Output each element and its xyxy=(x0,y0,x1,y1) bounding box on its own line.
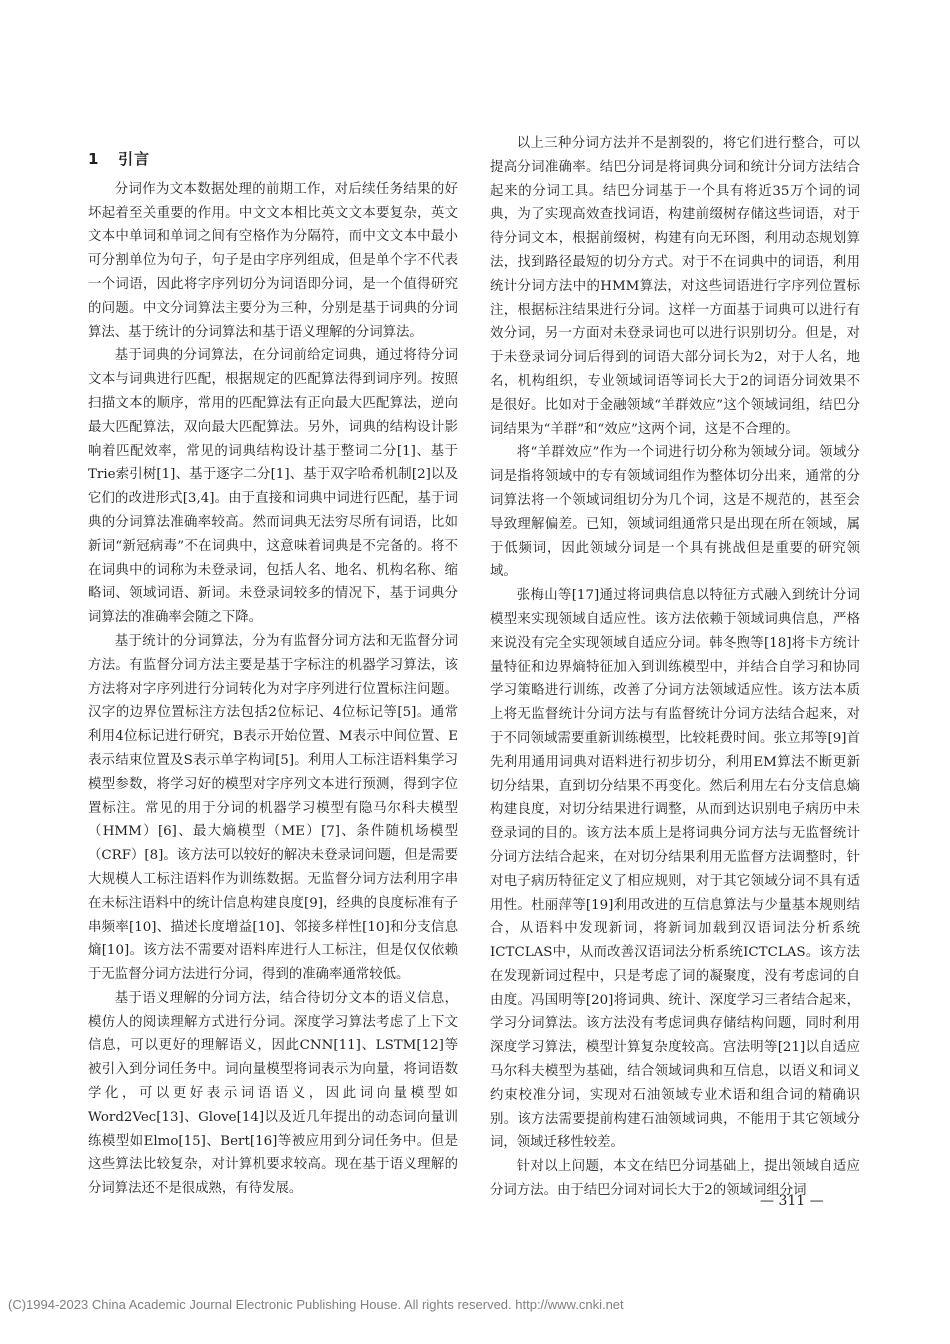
paragraph: 针对以上问题，本文在结巴分词基础上，提出领域自适应分词方法。由于结巴分词对词长大于2的领域词组分词 xyxy=(490,1159,860,1199)
paragraph: 将“羊群效应”作为一个词进行切分称为领域分词。领域分词是指将领域中的专有领域词组作为整体切分出来，通常的分词算法将一个领域词组切分为几个词，这是不规范的，甚至会导致理解偏差。已知，领域词组通常只是出现在所在领域，属于低频词，因此领域分词是一个具有挑战但是重要的研究领域。 xyxy=(490,445,860,580)
section-heading xyxy=(88,148,458,172)
paragraph: 基于词典的分词算法，在分词前给定词典，通过将待分词文本与词典进行匹配，根据规定的匹配算法得到词序列。按照扫描文本的顺序，常用的匹配算法有正向最大匹配算法，逆向最大匹配算法，双向最大匹配算法。另外，词典的结构设计影响着匹配效率，常见的词典结构设计基于整词二分[1]、基于Trie索引树[1]、基于逐字二分[1]、基于双字哈希机制[2]以及它们的改进形式[3,4]。由于直接和词典中词进行匹配，基于词典的分词算法准确率较高。然而词典无法穷尽所有词语，比如新词“新冠病毒”不在词典中，这意味着词典是不完备的。将不在词典中的词称为未登录词，包括人名、地名、机构名称、缩略词、领域词语、新词。未登录词较多的情况下，基于词典分词算法的准确率会随之下降。 xyxy=(88,348,458,626)
paragraph: 分词作为文本数据处理的前期工作，对后续任务结果的好坏起着至关重要的作用。中文文本相比英文文本要复杂，英文文本中单词和单词之间有空格作为分隔符，而中文文本中最小可分割单位为句子，句子是由字序列组成，但是单个字不代表一个词语，因此将字序列切分为词语即分词，是一个值得研究的问题。中文分词算法主要分为三种，分别是基于词典的分词算法、基于统计的分词算法和基于语义理解的分词算法。 xyxy=(88,181,458,340)
paragraph: 基于统计的分词算法，分为有监督分词方法和无监督分词方法。有监督分词方法主要是基于字标注的机器学习算法，该方法将对字序列进行分词转化为对字序列进行位置标注问题。汉字的边界位置标注方法包括2位标记、4位标记等[5]。通常利用4位标记进行研究，B表示开始位置、M表示中间位置、E表示结束位置及S表示单字构词[5]。利用人工标注语料集学习模型参数，将学习好的模型对字序列文本进行预测，得到字位置标注。常见的用于分词的机器学习模型有隐马尔科夫模型（HMM）[6]、最大熵模型（ME）[7]、条件随机场模型（CRF）[8]。该方法可以较好的解决未登录词问题，但是需要大规模人工标注语料作为训练数据。无监督分词方法利用字串在未标注语料中的统计信息构建良度[9]，经典的良度标准有子串频率[10]、描述长度增益[10]、邻接多样性[10]和分支信息熵[10]。该方法不需要对语料库进行人工标注，但是仅仅依赖于无监督分词方法进行分词，得到的准确率通常较低。 xyxy=(88,633,458,983)
copyright-footer: (C)1994-2023 China Academic Journal Electronic Publishing House. All rights reserved. http://www.cnki.net xyxy=(8,1297,624,1312)
paragraph: 以上三种分词方法并不是割裂的，将它们进行整合，可以提高分词准确率。结巴分词是将词典分词和统计分词方法结合起来的分词工具。结巴分词基于一个具有将近35万个词的词典，为了实现高效查找词语，构建前缀树存储这些词语，对于待分词文本，根据前缀树，构建有向无环图，利用动态规划算法，找到路径最短的切分方式。对于不在词典中的词语，利用统计分词方法中的HMM算法，对这些词语进行字序列位置标注，根据标注结果进行分词。这样一方面基于词典可以进行有效分词，另一方面对未登录词也可以进行识别切分。但是，对于未登录词分词后得到的词语大部分词长为2，对于人名，地名，机构组织，专业领域词语等词长大于2的词语分词效果不是很好。比如对于金融领域“羊群效应”这个领域词组，结巴分词结果为“羊群”和“效应”这两个词，这是不合理的。 xyxy=(490,136,860,437)
section-title: 引言 xyxy=(118,150,151,168)
section-number: 1 xyxy=(88,150,100,168)
page-number: — 311 — xyxy=(760,1193,824,1209)
paragraph: 基于语义理解的分词方法，结合待切分文本的语义信息，模仿人的阅读理解方式进行分词。深度学习算法考虑了上下文信息，可以更好的理解语义，因此CNN[11]、LSTM[12]等被引入到分词任务中。词向量模型将词表示为向量，将词语数学化，可以更好表示词语语义，因此词向量模型如Word2Vec[13]、Glove[14]以及近几年提出的动态词向量训练模型如Elmo[15]、Bert[16]等被应用到分词任务中。但是这些算法比较复杂，对计算机要求较高。现在基于语义理解的分词算法还不是很成熟，有待发展。 xyxy=(88,990,458,1197)
paragraph: 张梅山等[17]通过将词典信息以特征方式融入到统计分词模型来实现领域自适应性。该方法依赖于领域词典信息，严格来说没有完全实现领域自适应分词。韩冬煦等[18]将卡方统计量特征和边界熵特征加入到训练模型中，并结合自学习和协同学习策略进行训练，改善了分词方法领域适应性。该方法本质上将无监督统计分词方法与有监督统计分词方法结合起来，对于不同领域需要重新训练模型，比较耗费时间。张立邦等[9]首先利用通用词典对语料进行初步切分，利用EM算法不断更新切分结果，直到切分结果不再变化。然后利用左右分支信息熵构建良度，对切分结果进行调整，从而到达识别电子病历中未登录词的目的。该方法本质上是将词典分词方法与无监督统计分词方法结合起来，在对切分结果利用无监督方法调整时，针对电子病历特征定义了相应规则，对于其它领域分词不具有适用性。杜丽萍等[19]利用改进的互信息算法与少量基本规则结合，从语料中发现新词，将新词加载到汉语词法分析系统ICTCLAS中，从而改善汉语词法分析系统ICTCLAS。该方法在发现新词过程中，只是考虑了词的凝聚度，没有考虑词的自由度。冯国明等[20]将词典、统计、深度学习三者结合起来，学习分词算法。该方法没有考虑词典存储结构问题，同时利用深度学习算法，模型计算复杂度较高。宫法明等[21]以自适应马尔科夫模型为基础，结合领域词典和互信息，以语义和词义约束校准分词，实现对石油领域专业术语和组合词的精确识别。该方法需要提前构建石油领域词典，不能用于其它领域分词，领域迁移性较差。 xyxy=(490,588,860,1151)
left-column xyxy=(88,130,458,1201)
right-column xyxy=(490,132,860,1203)
